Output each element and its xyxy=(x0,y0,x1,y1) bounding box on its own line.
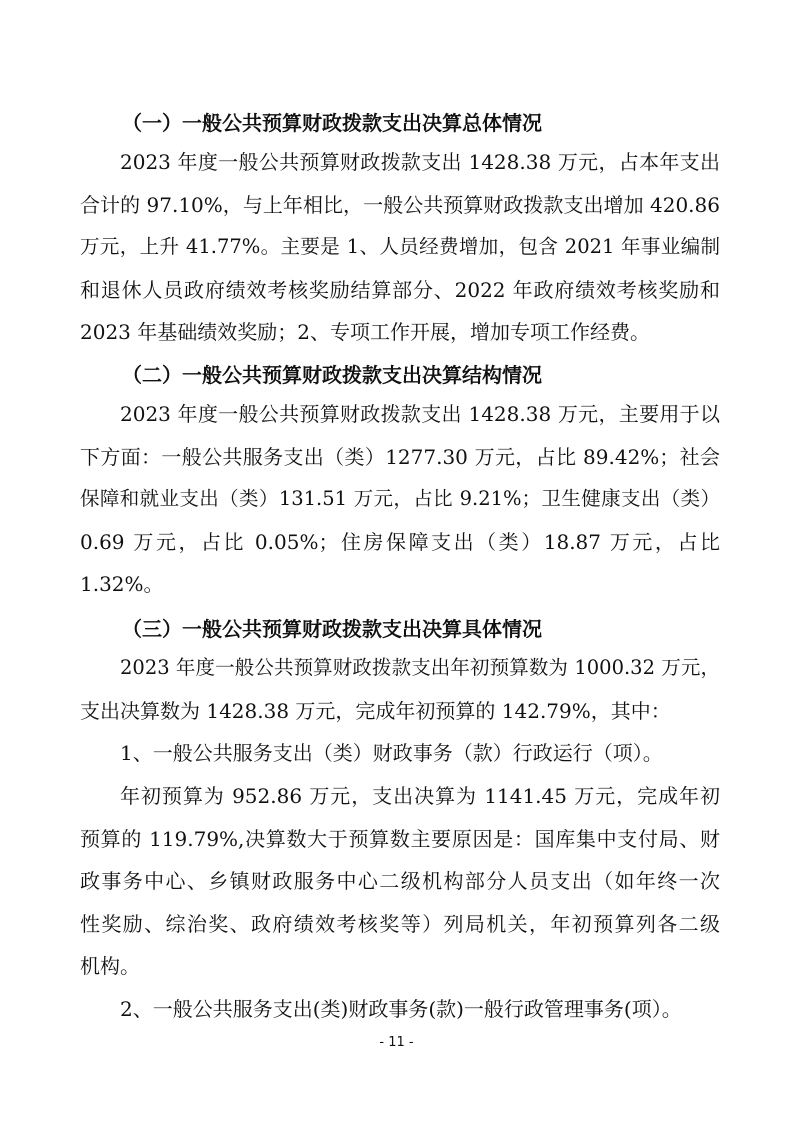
paragraph-line: 2023 年度一般公共预算财政拨款支出 1428.38 万元，占本年支出 xyxy=(120,150,720,174)
paragraph-line: 政事务中心、乡镇财政服务中心二级机构部分人员支出（如年终一次 xyxy=(80,869,720,893)
paragraph-line: 2023 年度一般公共预算财政拨款支出年初预算数为 1000.32 万元， xyxy=(120,656,720,679)
paragraph-line: 万元，上升 41.77%。主要是 1、人员经费增加，包含 2021 年事业编制 xyxy=(80,235,720,258)
paragraph-line: 1.32%。 xyxy=(80,572,164,596)
paragraph-line: 支出决算数为 1428.38 万元，完成年初预算的 142.79%，其中： xyxy=(80,698,671,723)
section-heading-3: （三）一般公共预算财政拨款支出决算具体情况 xyxy=(122,617,542,641)
paragraph-line: 0.69 万元，占比 0.05%；住房保障支出（类）18.87 万元，占比 xyxy=(80,529,720,554)
paragraph-line: 年初预算为 952.86 万元，支出决算为 1141.45 万元，完成年初 xyxy=(120,784,720,808)
list-item-2: 2、一般公共服务支出(类)财政事务(款)一般行政管理事务(项）。 xyxy=(120,996,682,1021)
paragraph-line: 保障和就业支出（类）131.51 万元，占比 9.21%；卫生健康支出（类） xyxy=(80,487,720,510)
section-heading-1: （一）一般公共预算财政拨款支出决算总体情况 xyxy=(122,111,542,135)
list-item-1: 1、一般公共服务支出（类）财政事务（款）行政运行（项）。 xyxy=(120,741,663,765)
paragraph-line: 性奖励、综治奖、政府绩效考核奖等）列局机关，年初预算列各二级 xyxy=(80,911,720,936)
section-3-paragraph-1 xyxy=(80,647,720,775)
section-heading-2: （二）一般公共预算财政拨款支出决算结构情况 xyxy=(122,363,542,387)
paragraph-line: 机构。 xyxy=(80,954,140,978)
paragraph-line: 和退休人员政府绩效考核奖励结算部分、2022 年政府绩效考核奖励和 xyxy=(80,277,720,302)
section-1-paragraph xyxy=(80,141,720,354)
page-number: - 11 - xyxy=(379,1035,414,1050)
paragraph-line: 2023 年基础绩效奖励；2、专项工作开展，增加专项工作经费。 xyxy=(80,320,650,344)
paragraph-line: 预算的 119.79%,决算数大于预算数主要原因是：国库集中支付局、财 xyxy=(80,826,720,851)
paragraph-line: 2023 年度一般公共预算财政拨款支出 1428.38 万元，主要用于以 xyxy=(120,402,720,426)
paragraph-line: 合计的 97.10%，与上年相比，一般公共预算财政拨款支出增加 420.86 xyxy=(80,192,720,217)
paragraph-line: 下方面：一般公共服务支出（类）1277.30 万元，占比 89.42%；社会 xyxy=(80,444,720,469)
section-3-paragraph-2 xyxy=(80,775,720,1030)
section-2-paragraph xyxy=(80,393,720,606)
